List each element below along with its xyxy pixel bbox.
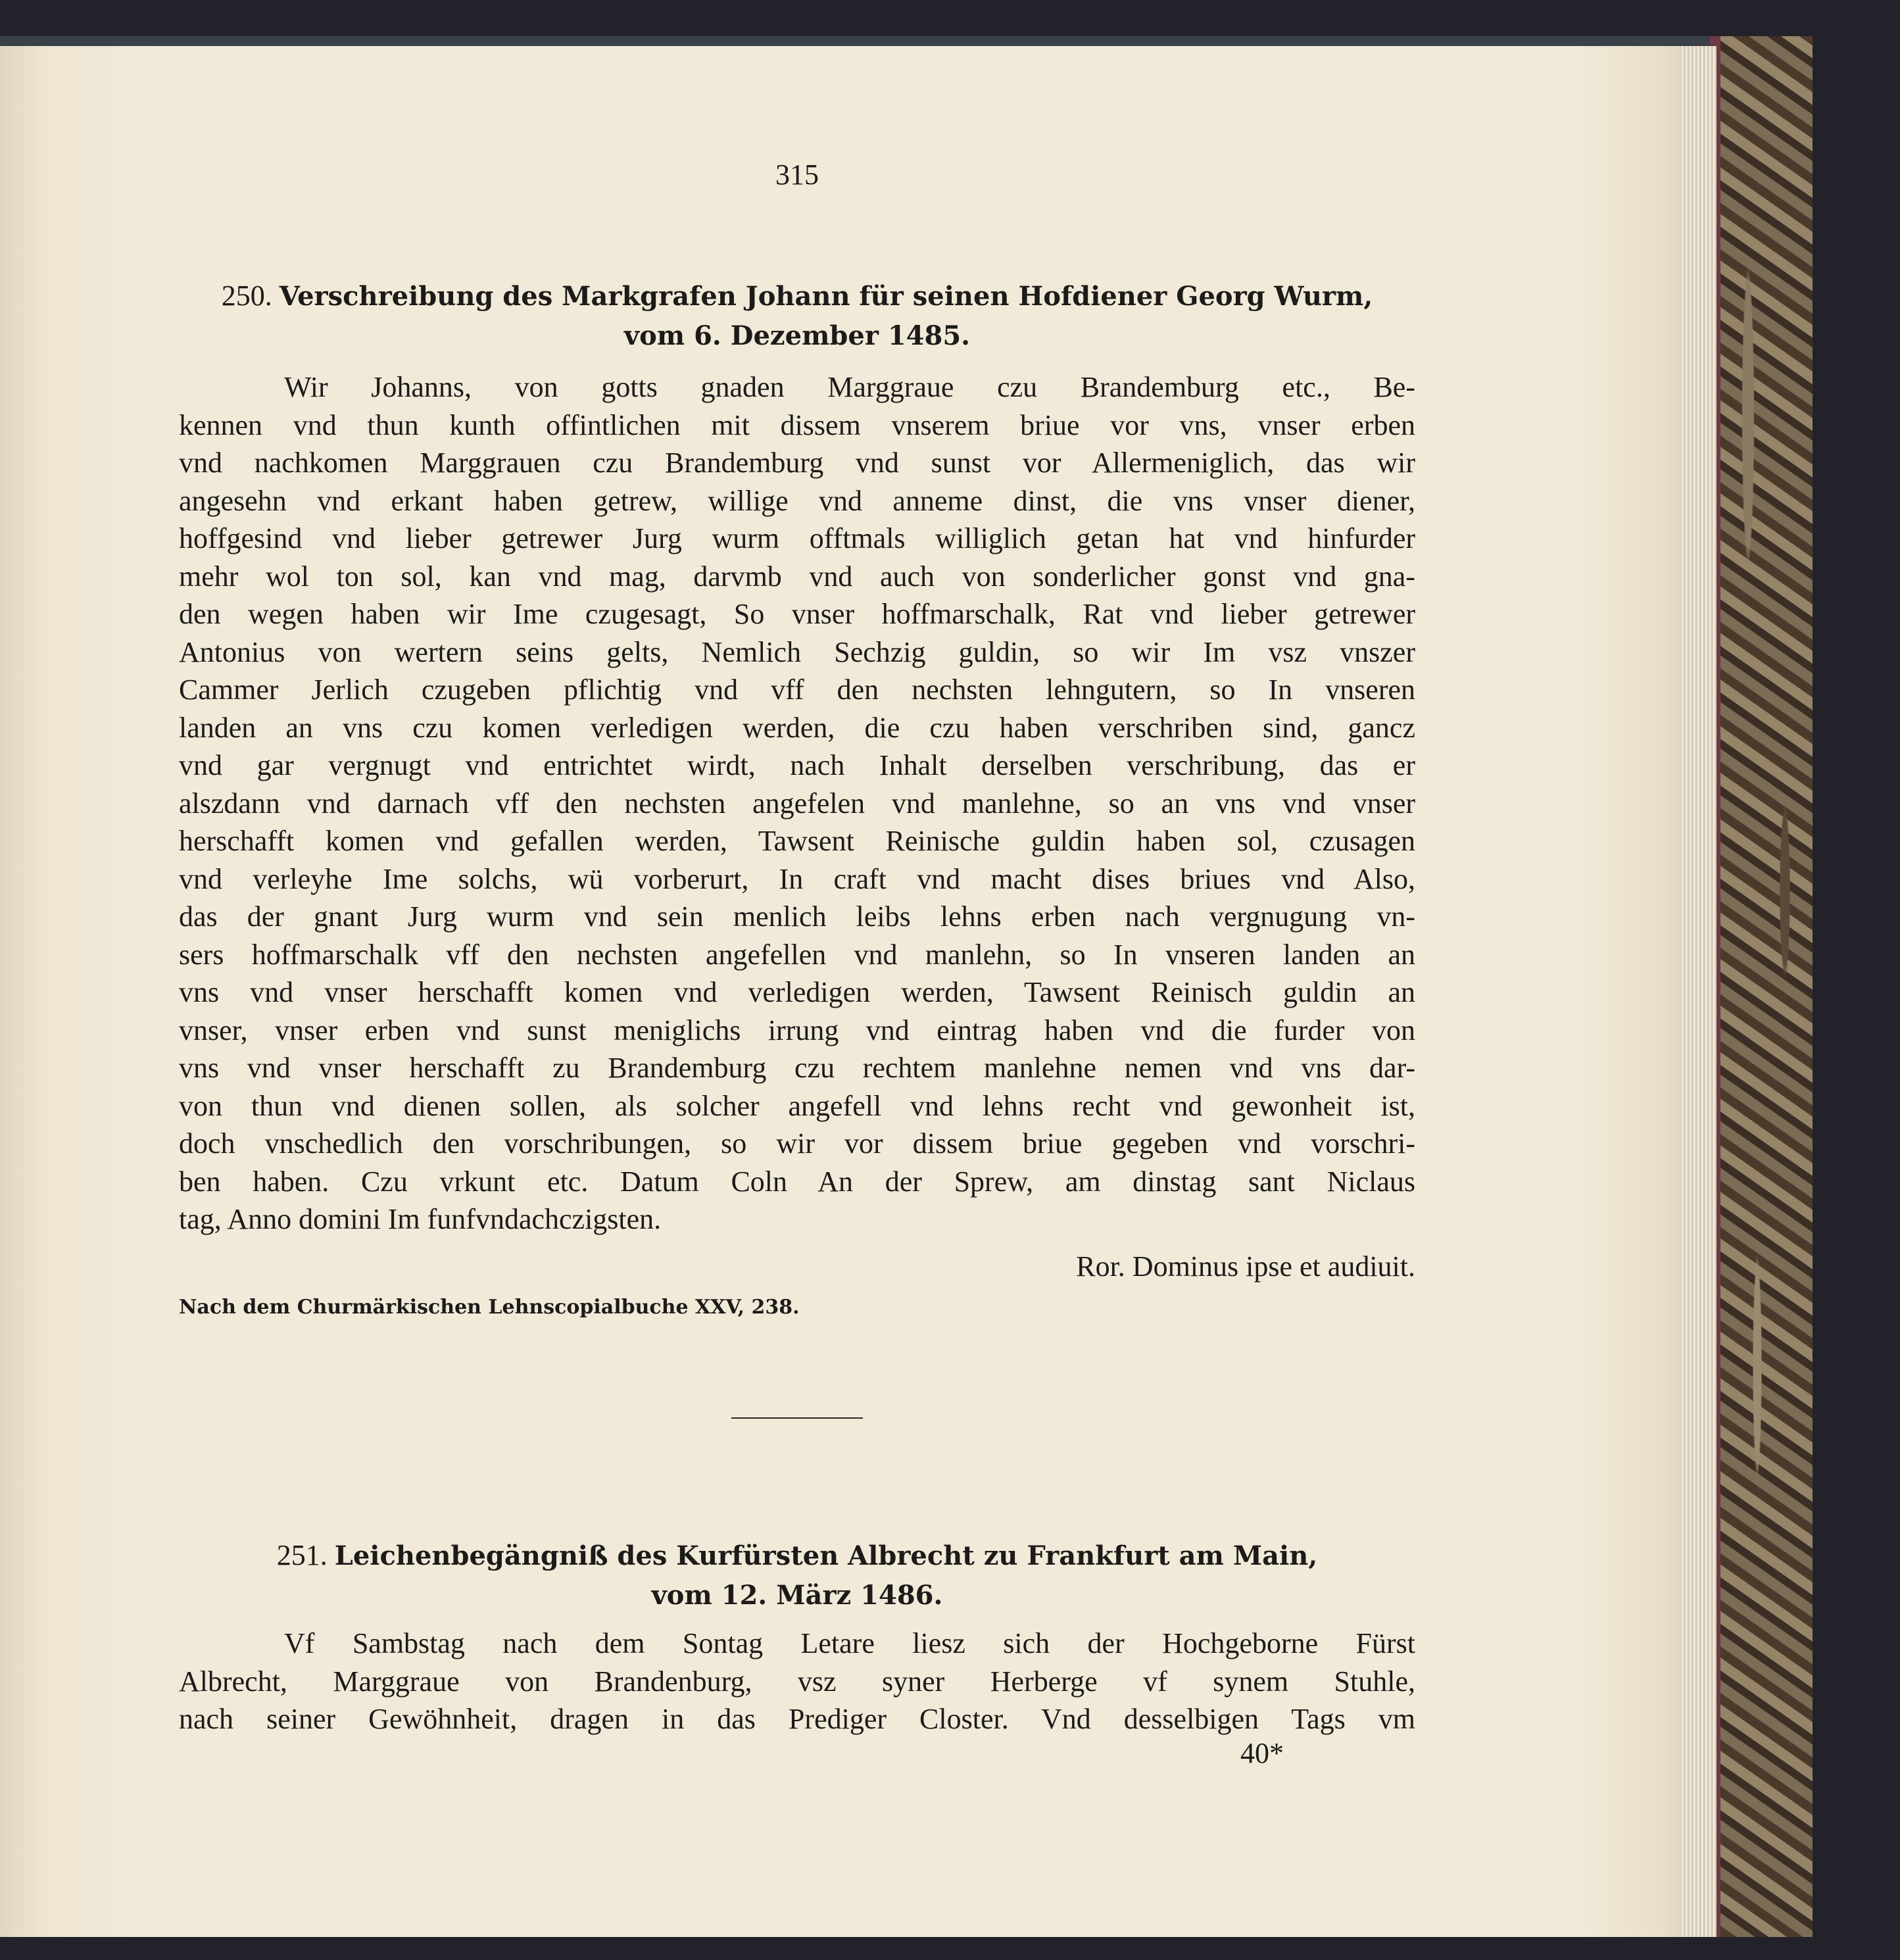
doc250-line: vnd verleyhe Ime solchs, wü vorberurt, In craft vnd macht dises briues vnd Also, <box>179 862 1415 895</box>
doc250-heading <box>179 276 1415 356</box>
doc250-line: Cammer Jerlich czugeben pflichtig vnd vff den nechsten lehngutern, so In vnseren <box>179 674 1415 706</box>
doc250-line: vns vnd vnser herschafft zu Brandemburg czu rechtem manlehne nemen vnd vns dar- <box>179 1052 1415 1084</box>
doc251-number: 251. <box>276 1539 328 1571</box>
doc250-line: den wegen haben wir Ime czugesagt, So vnser hoffmarschalk, Rat vnd lieber getrewer <box>179 598 1415 630</box>
doc250-line: Antonius von wertern seins gelts, Nemlich Sechzig guldin, so wir Im vsz vnszer <box>179 635 1415 668</box>
doc250-body <box>179 368 1415 1238</box>
signature-mark: 40* <box>1240 1737 1284 1769</box>
doc250-line: herschafft komen vnd gefallen werden, Tawsent Reinische guldin haben sol, czusagen <box>179 825 1415 857</box>
doc250-line: sers hoffmarschalk vff den nechsten angefellen vnd manlehn, so In vnseren landen an <box>179 938 1415 971</box>
doc250-line: tag, Anno domini Im funfvndachczigsten. <box>179 1203 662 1235</box>
doc250-number: 250. <box>221 280 272 312</box>
doc250-line: das der gnant Jurg wurm vnd sein menlich leibs lehns erben nach vergnugung vn- <box>179 900 1415 933</box>
doc250-line: vns vnd vnser herschafft komen vnd verledigen werden, Tawsent Reinisch guldin an <box>179 976 1415 1008</box>
doc251-heading <box>179 1536 1415 1615</box>
doc250-line: vnd gar vergnugt vnd entrichtet wirdt, nach Inhalt derselben verschribung, das er <box>179 749 1415 781</box>
top-binding-strip <box>0 36 1710 46</box>
section-divider <box>731 1417 863 1419</box>
doc250-line: Wir Johanns, von gotts gnaden Marggraue czu Brandemburg etc., Be- <box>284 371 1415 403</box>
doc250-title-line2: vom 6. Dezember 1485. <box>623 320 971 351</box>
doc250-line: vnd nachkomen Marggrauen czu Brandemburg vnd sunst vor Allermeniglich, das wir <box>179 447 1415 479</box>
doc251-title-line1: Leichenbegängniß des Kurfürsten Albrecht zu Frankfurt am Main, <box>334 1540 1318 1571</box>
doc251-body <box>179 1625 1415 1738</box>
doc250-line: alszdann vnd darnach vff den nechsten angefelen vnd manlehne, so an vns vnd vnser <box>179 787 1415 820</box>
doc251-line: nach seiner Gewöhnheit, dragen in das Prediger Closter. Vnd desselbigen Tags vm <box>179 1703 1415 1735</box>
doc250-signature: Ror. Dominus ipse et audiuit. <box>1076 1250 1415 1283</box>
doc251-title-line2: vom 12. März 1486. <box>651 1580 943 1611</box>
page-edges <box>1680 46 1717 1937</box>
doc250-title-line1: Verschreibung des Markgrafen Johann für seinen Hofdiener Georg Wurm, <box>279 281 1373 312</box>
doc250-line: doch vnschedlich den vorschribungen, so wir vor dissem briue gegeben vnd vorschri- <box>179 1127 1415 1160</box>
doc251-line: Vf Sambstag nach dem Sontag Letare liesz sich der Hochgeborne Fürst <box>284 1627 1415 1659</box>
doc250-line: kennen vnd thun kunth offintlichen mit dissem vnserem briue vor vns, vnser erben <box>179 408 1415 441</box>
doc250-line: angesehn vnd erkant haben getrew, willige vnd anneme dinst, die vns vnser diener, <box>179 484 1415 517</box>
doc250-line: von thun vnd dienen sollen, als solcher angefell vnd lehns recht vnd gewonheit ist, <box>179 1089 1415 1122</box>
marbled-cover-board <box>1710 36 1813 1937</box>
doc250-source-note: Nach dem Churmärkischen Lehnscopialbuche XXV, 238. <box>179 1296 800 1319</box>
doc250-line: ben haben. Czu vrkunt etc. Datum Coln An der Sprew, am dinstag sant Niclaus <box>179 1165 1415 1198</box>
doc250-line: mehr wol ton sol, kan vnd mag, darvmb vnd auch von sonderlicher gonst vnd gna- <box>179 560 1415 593</box>
page-number: 315 <box>775 159 819 191</box>
doc251-line: Albrecht, Marggraue von Brandenburg, vsz syner Herberge vf synem Stuhle, <box>179 1665 1415 1698</box>
doc250-line: landen an vns czu komen verledigen werden, die czu haben verschriben sind, gancz <box>179 711 1415 744</box>
doc250-line: hoffgesind vnd lieber getrewer Jurg wurm offtmals williglich getan hat vnd hinfurder <box>179 522 1415 554</box>
doc250-line: vnser, vnser erben vnd sunst meniglichs irrung vnd eintrag haben vnd die furder von <box>179 1014 1415 1046</box>
